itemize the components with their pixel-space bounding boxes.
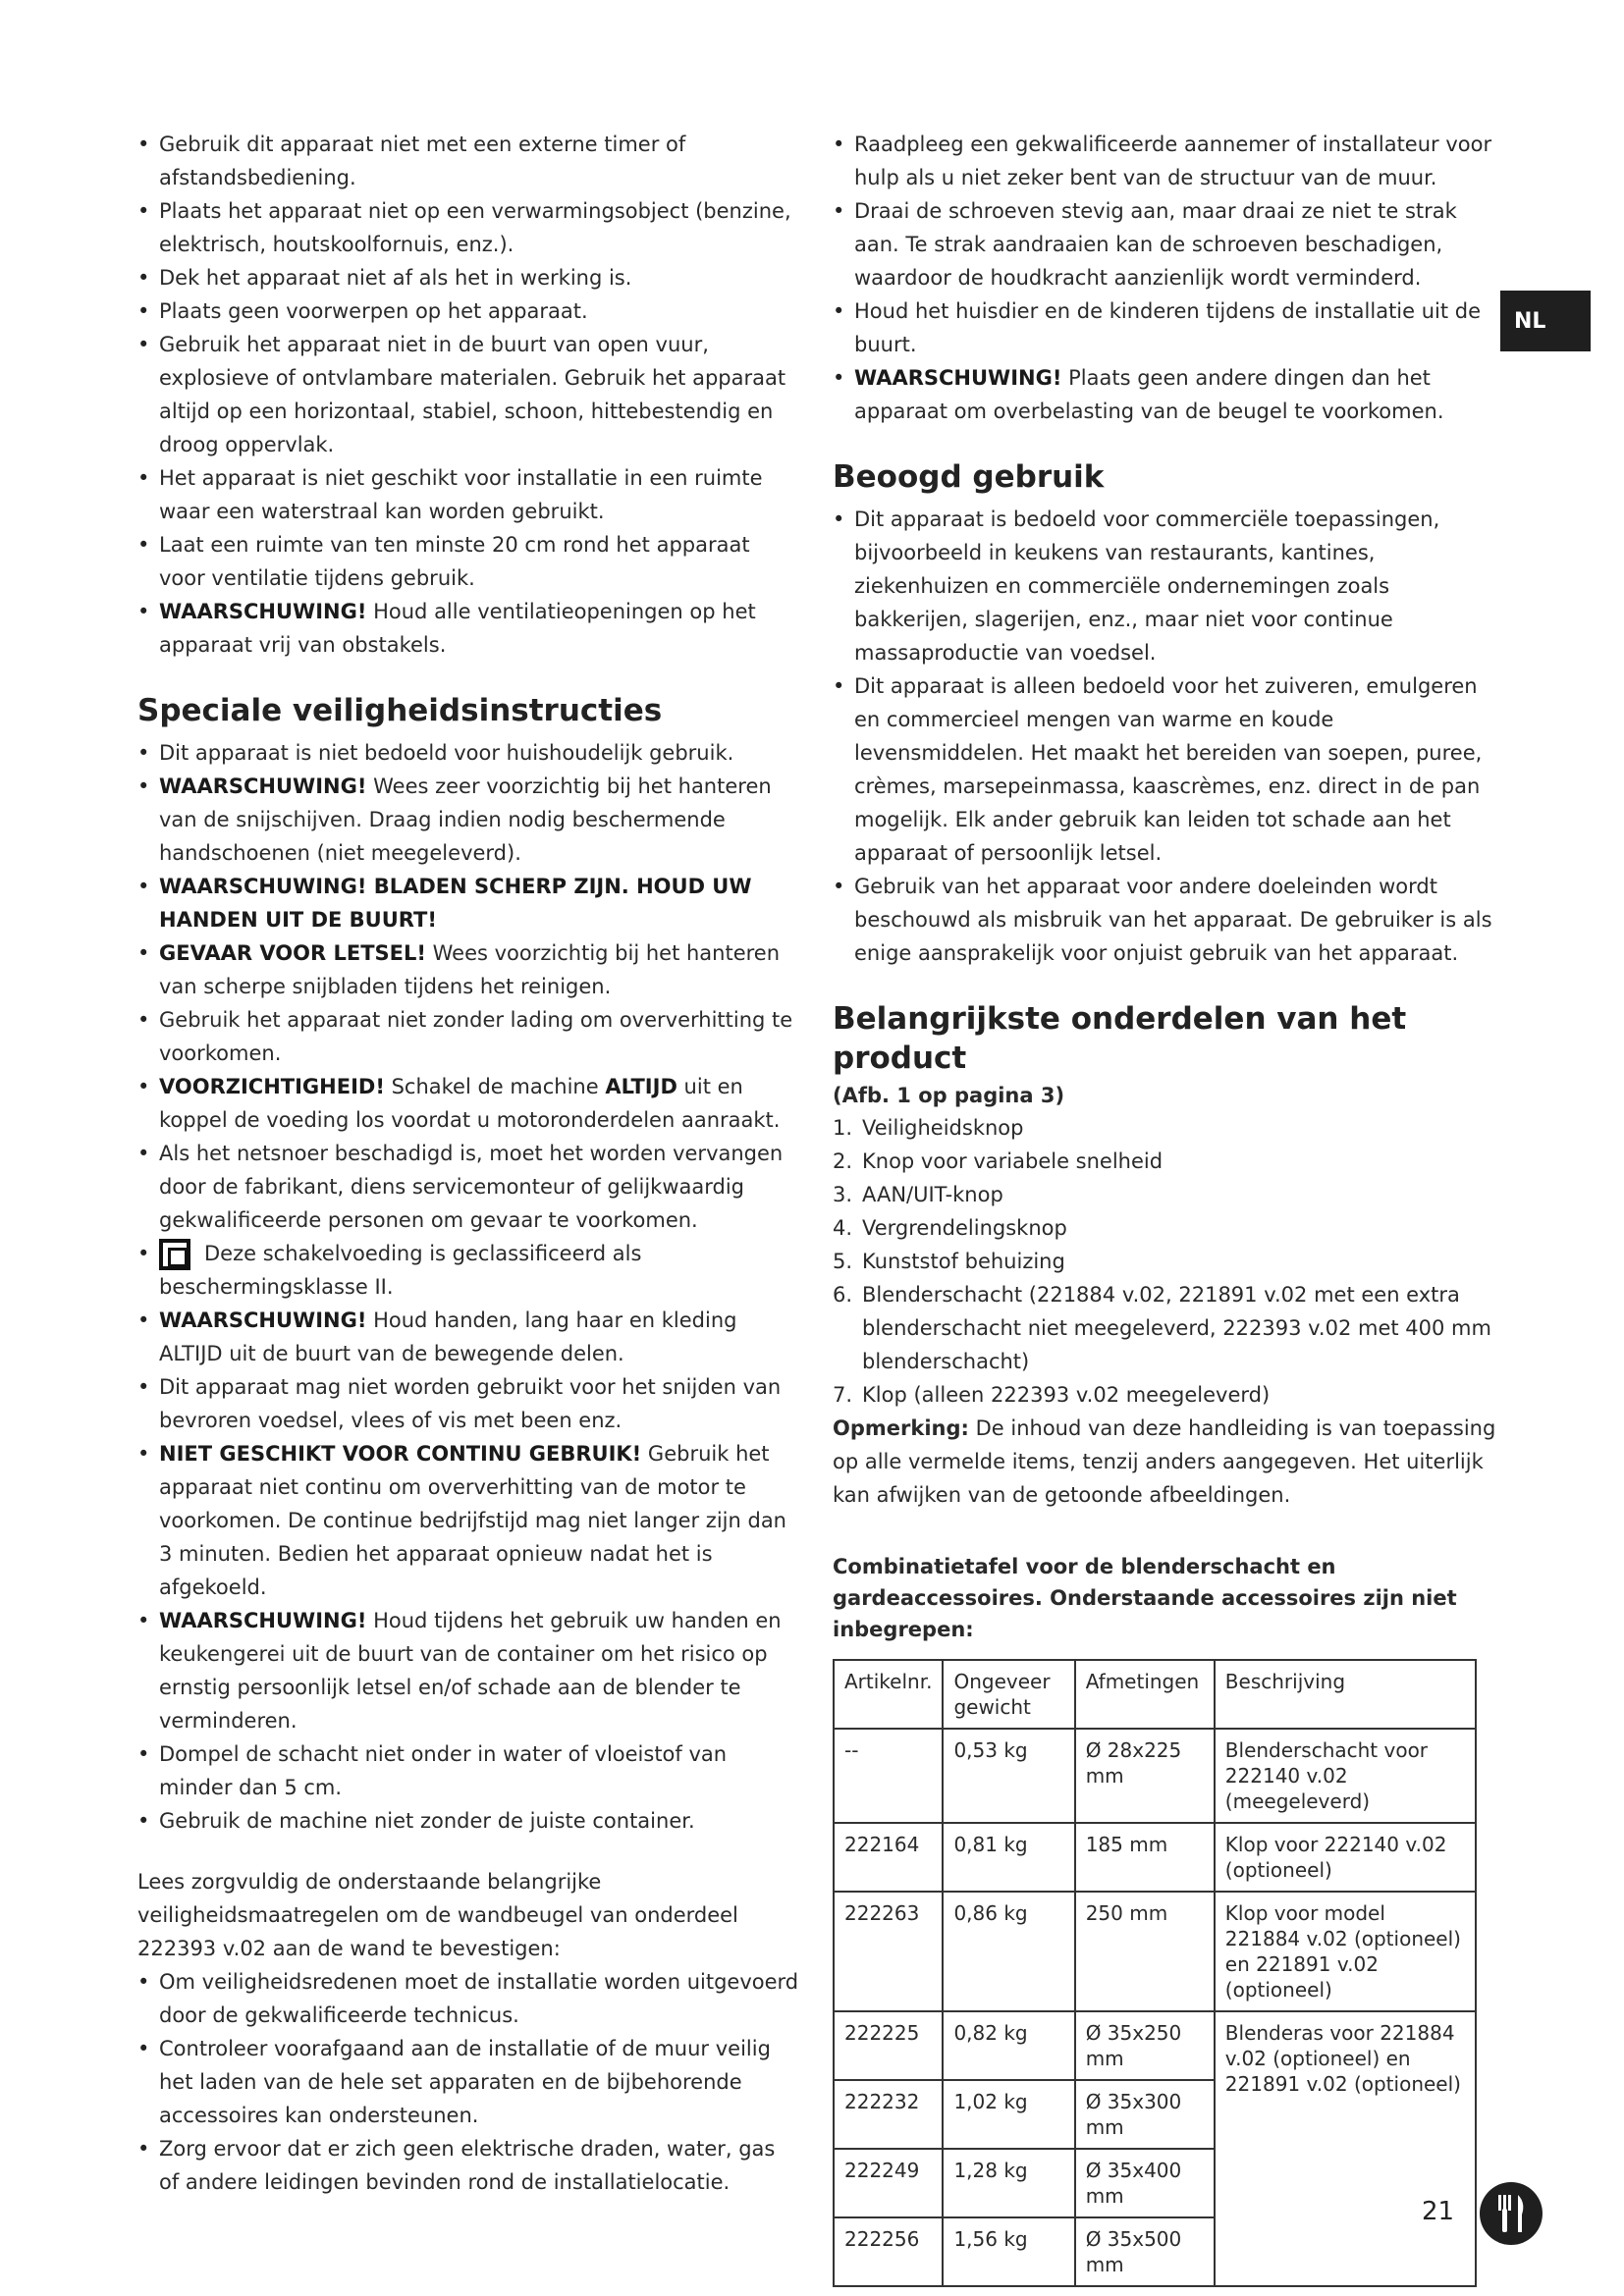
- safety-item: • Plaats het apparaat niet op een verwarmingsobject (benzine, elektrisch, houtskoolfornuis, enz.).: [137, 194, 801, 261]
- table-cell: 0,53 kg: [943, 1729, 1074, 1823]
- list-item-number: 7.: [833, 1383, 853, 1407]
- table-cell: 222249: [834, 2149, 943, 2217]
- special-item: • WAARSCHUWING! Houd tijdens het gebruik uw handen en keukengerei uit de buurt van de container om het risico op ernstig persoonlijk letsel en/of schade aan de blender te verminderen.: [137, 1604, 801, 1737]
- special-safety-heading: Speciale veiligheidsinstructies: [137, 693, 663, 728]
- parts-list: [833, 1111, 1496, 1412]
- table-cell: 1,56 kg: [943, 2217, 1074, 2286]
- wall-item: • Draai de schroeven stevig aan, maar draai ze niet te strak aan. Te strak aandraaien kan de schroeven beschadigen, waardoor de houdkracht aanzienlijk wordt verminderd.: [833, 194, 1496, 294]
- safety-item: • Gebruik het apparaat niet in de buurt van open vuur, explosieve of ontvlambare materialen. Gebruik het apparaat altijd op een horizontaal, stabiel, schoon, hittebestendig en droog oppervlak.: [137, 328, 801, 461]
- table-cell: Ø 35x400 mm: [1075, 2149, 1215, 2217]
- list-item-text: Vergrendelingsknop: [862, 1216, 1067, 1240]
- safety-item: • Plaats geen voorwerpen op het apparaat.: [137, 294, 801, 328]
- table-cell: Ø 35x500 mm: [1075, 2217, 1215, 2286]
- wall-item: • Zorg ervoor dat er zich geen elektrische draden, water, gas of andere leidingen bevinden rond de installatielocatie.: [137, 2132, 801, 2199]
- list-item-number: 5.: [833, 1250, 853, 1273]
- table-cell: Klop voor 222140 v.02 (optioneel): [1215, 1823, 1476, 1892]
- intended-use-heading: Beoogd gebruik: [833, 459, 1105, 495]
- table-header: Ongeveer gewicht: [943, 1660, 1074, 1729]
- table-cell: 0,86 kg: [943, 1892, 1074, 2011]
- table-cell: 250 mm: [1075, 1892, 1215, 2011]
- table-cell: 1,28 kg: [943, 2149, 1074, 2217]
- list-item: [833, 1178, 1496, 1211]
- special-item: • Gebruik het apparaat niet zonder lading om oververhitting te voorkomen.: [137, 1003, 801, 1070]
- intended-item: • Gebruik van het apparaat voor andere doeleinden wordt beschouwd als misbruik van het apparaat. De gebruiker is als enige aansprakelijk voor onjuist gebruik van het apparaat.: [833, 870, 1496, 970]
- table-header-row: [834, 1660, 1476, 1729]
- list-item-text: Kunststof behuizing: [862, 1250, 1065, 1273]
- table-header: Afmetingen: [1075, 1660, 1215, 1729]
- table-cell: Blenderas voor 221884 v.02 (optioneel) en 221891 v.02 (optioneel): [1215, 2011, 1476, 2286]
- safety-bullets: [137, 128, 801, 595]
- special-item: • Als het netsnoer beschadigd is, moet het worden vervangen door de fabrikant, diens servicemonteur of gelijkwaardig gekwalificeerde personen om gevaar te voorkomen.: [137, 1137, 801, 1237]
- list-item: [833, 1245, 1496, 1278]
- list-item-text: Knop voor variabele snelheid: [862, 1149, 1164, 1173]
- table-cell: 222164: [834, 1823, 943, 1892]
- page-number: 21: [1422, 2197, 1455, 2226]
- special-item: • Dompel de schacht niet onder in water of vloeistof van minder dan 5 cm.: [137, 1737, 801, 1804]
- list-item-number: 2.: [833, 1149, 853, 1173]
- combo-table: [833, 1659, 1477, 2287]
- list-item: [833, 1111, 1496, 1145]
- intended-item: • Dit apparaat is alleen bedoeld voor het zuiveren, emulgeren en commercieel mengen van warme en koude levensmiddelen. Het maakt het bereiden van soepen, puree, crèmes, marsepeinmassa, kaascrèmes, enz. direct in de pan mogelijk. Elk ander gebruik kan leiden tot schade aan het apparaat of persoonlijk letsel.: [833, 669, 1496, 870]
- wall-mount-intro: Lees zorgvuldig de onderstaande belangrijke veiligheidsmaatregelen om de wandbeugel van onderdeel 222393 v.02 aan de wand te bevestigen:: [137, 1870, 738, 1960]
- list-item-text: Blenderschacht (221884 v.02, 221891 v.02 met een extra blenderschacht niet meegeleverd, 222393 v.02 met 400 mm blenderschacht): [862, 1283, 1491, 1373]
- special-item: • NIET GESCHIKT VOOR CONTINU GEBRUIK! Gebruik het apparaat niet continu om oververhitting van de motor te voorkomen. De continue bedrijfstijd mag niet langer zijn dan 3 minuten. Bedien het apparaat opnieuw nadat het is afgekoeld.: [137, 1437, 801, 1604]
- list-item: [833, 1211, 1496, 1245]
- note: Opmerking: De inhoud van deze handleiding is van toepassing op alle vermelde items, tenzij anders aangegeven. Het uiterlijk kan afwijken van de getoonde afbeeldingen.: [833, 1416, 1496, 1507]
- table-cell: Klop voor model 221884 v.02 (optioneel) en 221891 v.02 (optioneel): [1215, 1892, 1476, 2011]
- special-item: • GEVAAR VOOR LETSEL! Wees voorzichtig bij het hanteren van scherpe snijbladen tijdens het reinigen.: [137, 936, 801, 1003]
- special-item: • Gebruik de machine niet zonder de juiste container.: [137, 1804, 801, 1838]
- safety-item: • Dek het apparaat niet af als het in werking is.: [137, 261, 801, 294]
- list-item-number: 1.: [833, 1116, 853, 1140]
- list-item-number: 4.: [833, 1216, 853, 1240]
- wall-item: • Controleer voorafgaand aan de installatie of de muur veilig het laden van de hele set apparaten en de bijbehorende accessoires kan ondersteunen.: [137, 2032, 801, 2132]
- wall-item: • Om veiligheidsredenen moet de installatie worden uitgevoerd door de gekwalificeerde technicus.: [137, 1965, 801, 2032]
- table-cell: 222256: [834, 2217, 943, 2286]
- table-cell: Blenderschacht voor 222140 v.02 (meegeleverd): [1215, 1729, 1476, 1823]
- table-row: [834, 2011, 1476, 2080]
- table-cell: 0,81 kg: [943, 1823, 1074, 1892]
- safety-item: • Gebruik dit apparaat niet met een externe timer of afstandsbediening.: [137, 128, 801, 194]
- special-item: • WAARSCHUWING! Houd handen, lang haar en kleding ALTIJD uit de buurt van de bewegende delen.: [137, 1304, 801, 1370]
- table-cell: Ø 28x225 mm: [1075, 1729, 1215, 1823]
- list-item-number: 3.: [833, 1183, 853, 1206]
- table-row: [834, 1823, 1476, 1892]
- special-item: • Dit apparaat is niet bedoeld voor huishoudelijk gebruik.: [137, 736, 801, 770]
- list-item-number: 6.: [833, 1283, 853, 1307]
- special-item: • VOORZICHTIGHEID! Schakel de machine ALTIJD uit en koppel de voeding los voordat u motoronderdelen aanraakt.: [137, 1070, 801, 1137]
- list-item: [833, 1378, 1496, 1412]
- table-cell: 222225: [834, 2011, 943, 2080]
- list-item: [833, 1278, 1496, 1378]
- table-cell: 222232: [834, 2080, 943, 2149]
- safety-item: • Laat een ruimte van ten minste 20 cm rond het apparaat voor ventilatie tijdens gebruik.: [137, 528, 801, 595]
- table-cell: 222263: [834, 1892, 943, 2011]
- parts-heading: Belangrijkste onderdelen van het product: [833, 1001, 1407, 1076]
- safety-item: • Het apparaat is niet geschikt voor installatie in een ruimte waar een waterstraal kan worden gebruikt.: [137, 461, 801, 528]
- list-item-text: Klop (alleen 222393 v.02 meegeleverd): [862, 1383, 1271, 1407]
- class-ii-symbol-icon: [159, 1239, 190, 1270]
- list-item: [833, 1145, 1496, 1178]
- special-item: • WAARSCHUWING! BLADEN SCHERP ZIJN. HOUD UW HANDEN UIT DE BUURT!: [137, 870, 801, 936]
- table-row: [834, 1729, 1476, 1823]
- table-row: [834, 1892, 1476, 2011]
- table-header: Artikelnr.: [834, 1660, 943, 1729]
- table-header: Beschrijving: [1215, 1660, 1476, 1729]
- right-column: [833, 128, 1496, 2287]
- wall-item: • Houd het huisdier en de kinderen tijdens de installatie uit de buurt.: [833, 294, 1496, 361]
- list-item-text: AAN/UIT-knop: [862, 1183, 1003, 1206]
- table-cell: Ø 35x250 mm: [1075, 2011, 1215, 2080]
- special-item: • WAARSCHUWING! Wees zeer voorzichtig bij het hanteren van de snijschijven. Draag indien nodig beschermende handschoenen (niet meegeleverd).: [137, 770, 801, 870]
- warning-ventilation: • WAARSCHUWING! Houd alle ventilatieopeningen op het apparaat vrij van obstakels.: [137, 595, 801, 662]
- cutlery-logo-icon: [1479, 2181, 1543, 2246]
- left-column: [137, 128, 801, 2199]
- special-item: • Dit apparaat mag niet worden gebruikt voor het snijden van bevroren voedsel, vlees of vis met been enz.: [137, 1370, 801, 1437]
- table-cell: 1,02 kg: [943, 2080, 1074, 2149]
- special-item-class2: • Deze schakelvoeding is geclassificeerd als beschermingsklasse II.: [137, 1237, 801, 1304]
- table-cell: 185 mm: [1075, 1823, 1215, 1892]
- parts-subheading: (Afb. 1 op pagina 3): [833, 1084, 1065, 1107]
- table-cell: 0,82 kg: [943, 2011, 1074, 2080]
- table-cell: --: [834, 1729, 943, 1823]
- table-cell: Ø 35x300 mm: [1075, 2080, 1215, 2149]
- language-tab-nl: NL: [1500, 291, 1591, 351]
- wall-item: • Raadpleeg een gekwalificeerde aannemer of installateur voor hulp als u niet zeker bent van de structuur van de muur.: [833, 128, 1496, 194]
- wall-item: • WAARSCHUWING! Plaats geen andere dingen dan het apparaat om overbelasting van de beugel te voorkomen.: [833, 361, 1496, 428]
- list-item-text: Veiligheidsknop: [862, 1116, 1024, 1140]
- intended-item: • Dit apparaat is bedoeld voor commerciële toepassingen, bijvoorbeeld in keukens van restaurants, kantines, ziekenhuizen en commerciële ondernemingen zoals bakkerijen, slagerijen, enz., maar niet voor continue massaproductie van voedsel.: [833, 503, 1496, 669]
- combo-table-title: Combinatietafel voor de blenderschacht en gardeaccessoires. Onderstaande accessoires zijn niet inbegrepen:: [833, 1555, 1457, 1641]
